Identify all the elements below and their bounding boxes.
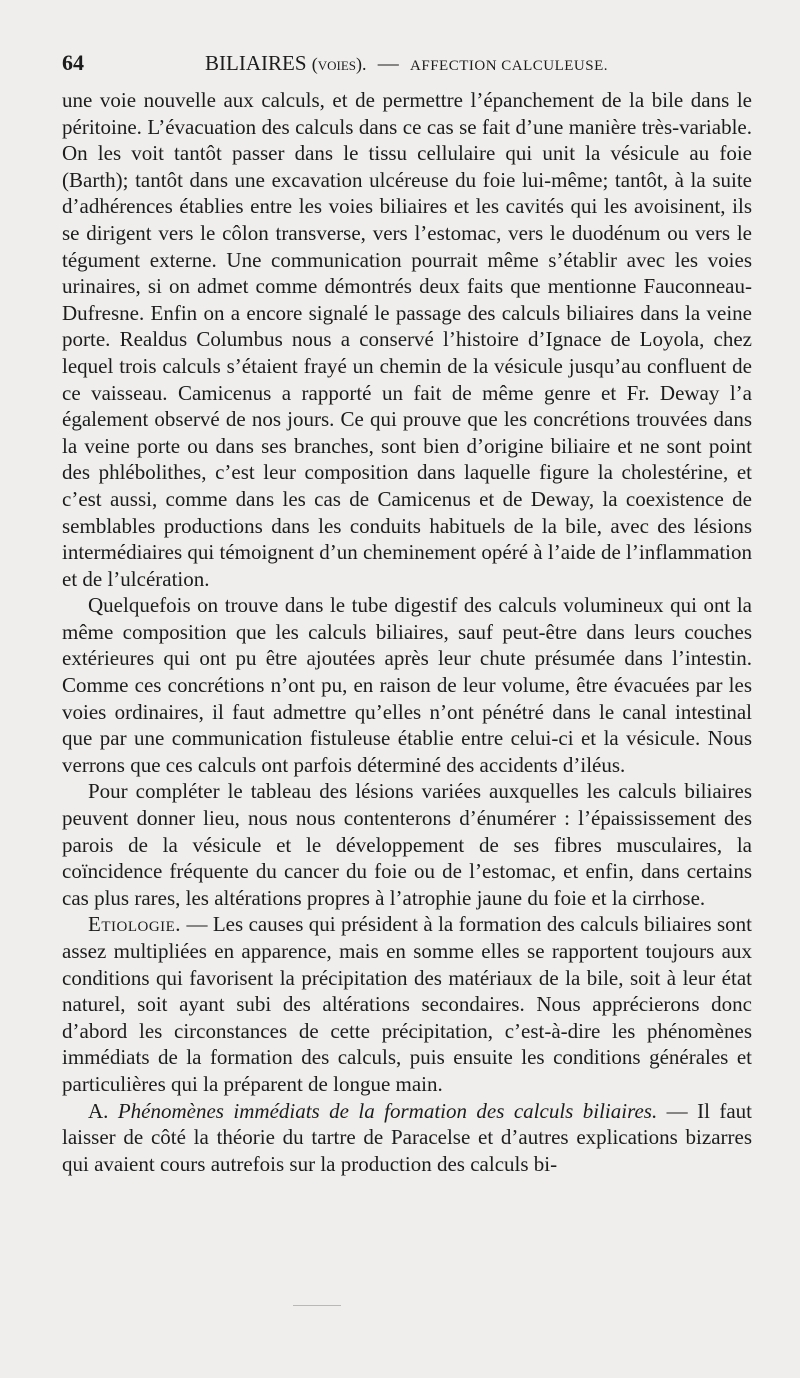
title-dash: —: [377, 51, 399, 75]
section-a-text: — Il faut laisser de côté la théorie du tartre de Paracelse et d’autres explications bizarres qui avaient cours autrefois sur la production des calculs bi-: [62, 1098, 752, 1176]
title-main: BILIAIRES: [205, 51, 307, 75]
main-text: [62, 87, 752, 1177]
etiologie-text: — Les causes qui président à la formation des calculs biliaires sont assez multipliées en apparence, mais en somme elles se rapportent toujours aux conditions qui favorisent la précipitation des matériaux de la bile, soit à leur état naturel, soit ayant subi des altérations secondaires. Nous apprécierons donc d’abord les circonstances de cette précipitation, c’est-à-dire les phénomènes immédiats de la formation des calculs, puis ensuite les conditions générales et particulières qui la préparent de longue main.: [62, 912, 752, 1096]
paragraph-1: une voie nouvelle aux calculs, et de permettre l’épanchement de la bile dans le péritoine. L’évacuation des calculs dans ce cas se fait d’une manière très-variable. On les voit tantôt passer dans le tissu cellulaire qui unit la vésicule au foie (Barth); tantôt dans une excavation ulcéreuse du foie lui-même; tantôt, à la suite d’adhérences établies entre les voies biliaires et les cavités qui les avoisinent, ils se dirigent vers le côlon transverse, vers l’estomac, vers le duodénum ou vers le tégument externe. Une communication pourrait même s’établir avec les voies urinaires, si on admet comme démontrés deux faits que mentionne Fauconneau-Dufresne. Enfin on a encore signalé le passage des calculs biliaires dans la veine porte. Realdus Columbus nous a conservé l’histoire d’Ignace de Loyola, chez lequel trois calculs s’étaient frayé un chemin de la vésicule jusqu’au confluent de ce vaisseau. Camicenus a rapporté un fait de même genre et Fr. Deway l’a également observé de nos jours. Ce qui prouve que les concrétions trouvées dans la veine porte ou dans ses branches, sont bien d’origine biliaire et ne sont point des phlébolithes, c’est leur composition dans laquelle figure la cholestérine, et c’est aussi, comme dans les cas de Camicenus et de Deway, la coexistence de semblables productions dans les conduits habituels de la bile, avec des lésions intermédiaires qui témoignent d’un cheminement opéré à l’aide de l’inflammation et de l’ulcération.: [62, 88, 752, 591]
paragraph-etiologie: [62, 911, 752, 1097]
title-voies: (voies).: [311, 54, 367, 74]
title-affection: AFFECTION CALCULEUSE.: [410, 58, 609, 74]
section-a-heading: Phénomènes immédiats de la formation des calculs biliaires.: [117, 1098, 658, 1123]
section-a-label: A.: [88, 1098, 118, 1123]
running-title: [205, 48, 608, 81]
paragraph-3: Pour compléter le tableau des lésions variées auxquelles les calculs biliaires peuvent donner lieu, nous nous contenterons d’énumérer : l’épaississement des parois de la vésicule et le développement de ses fibres musculaires, la coïncidence fréquente du cancer du foie ou de l’estomac, et enfin, dans certains cas plus rares, les altérations propres à l’atrophie jaune du foie et la cirrhose.: [62, 779, 752, 910]
etiologie-heading: Etiologie.: [88, 912, 182, 937]
page-number: 64: [62, 50, 84, 75]
running-header: [62, 48, 752, 78]
footer-rule: [293, 1305, 341, 1306]
paragraph-2: Quelquefois on trouve dans le tube digestif des calculs volumineux qui ont la même composition que les calculs biliaires, sauf peut-être dans leurs couches extérieures qui ont pu être ajoutées après leur chute présumée dans l’intestin. Comme ces concrétions n’ont pu, en raison de leur volume, être évacuées par les voies ordinaires, il faut admettre qu’elles n’ont pénétré dans le canal intestinal que par une communication fistuleuse établie entre celui-ci et la vésicule. Nous verrons que ces calculs ont parfois déterminé des accidents d’iléus.: [62, 593, 752, 777]
paragraph-a: [62, 1098, 752, 1178]
